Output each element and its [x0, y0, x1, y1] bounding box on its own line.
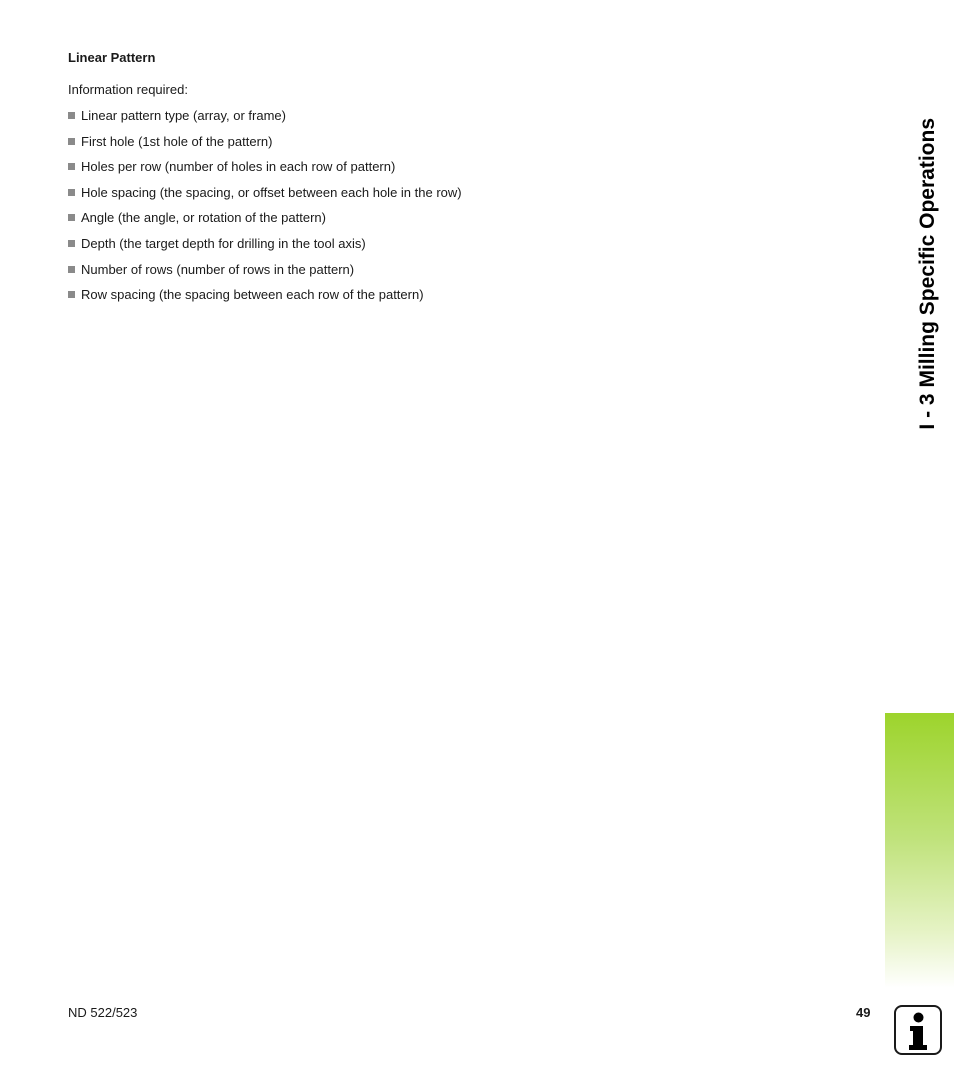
section-title: Linear Pattern	[68, 50, 156, 65]
square-bullet-icon	[68, 240, 75, 247]
square-bullet-icon	[68, 291, 75, 298]
chapter-color-tab	[885, 713, 954, 988]
square-bullet-icon	[68, 163, 75, 170]
chapter-side-title	[909, 50, 947, 430]
list-item-text: First hole (1st hole of the pattern)	[81, 133, 273, 149]
list-item	[68, 108, 462, 134]
list-item-text: Depth (the target depth for drilling in the tool axis)	[81, 235, 366, 251]
list-item-text: Hole spacing (the spacing, or offset between each hole in the row)	[81, 184, 462, 200]
page-number: 49	[856, 1005, 871, 1020]
list-item-text: Angle (the angle, or rotation of the pattern)	[81, 210, 326, 226]
square-bullet-icon	[68, 138, 75, 145]
square-bullet-icon	[68, 266, 75, 273]
list-item-text: Linear pattern type (array, or frame)	[81, 108, 286, 123]
list-item	[68, 210, 462, 236]
list-item	[68, 134, 462, 160]
information-list	[68, 108, 462, 313]
list-item-text: Number of rows (number of rows in the pattern)	[81, 261, 355, 277]
square-bullet-icon	[68, 214, 75, 221]
list-item-text: Holes per row (number of holes in each row of pattern)	[81, 159, 396, 175]
square-bullet-icon	[68, 189, 75, 196]
chapter-side-title-text: I - 3 Milling Specific Operations	[916, 118, 939, 430]
list-item	[68, 236, 462, 262]
list-item-text: Row spacing (the spacing between each row of the pattern)	[81, 287, 424, 303]
list-item	[68, 159, 462, 185]
list-item	[68, 262, 462, 288]
intro-text: Information required:	[68, 82, 188, 97]
square-bullet-icon	[68, 112, 75, 119]
footer-model: ND 522/523	[68, 1005, 138, 1020]
list-item	[68, 287, 462, 313]
list-item	[68, 185, 462, 211]
info-icon-graphic	[894, 1005, 942, 1055]
info-icon[interactable]	[894, 1005, 942, 1055]
